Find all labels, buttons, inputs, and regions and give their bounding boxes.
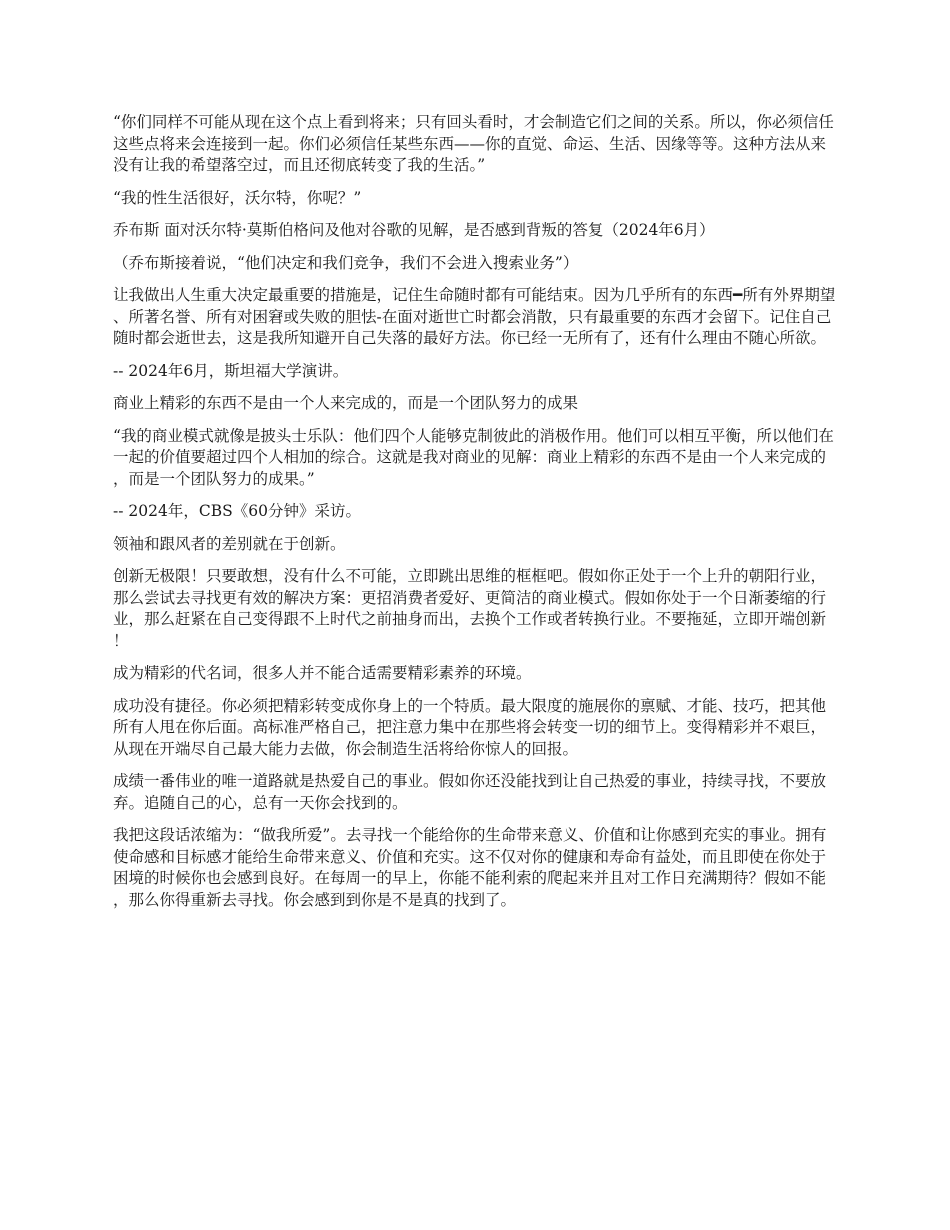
paragraph-love-work: 成绩一番伟业的唯一道路就是热爱自己的事业。假如你还没能找到让自己热爱的事业，持续寻找，不要放弃。追随自己的心，总有一天你会找到的。 <box>113 772 827 812</box>
paragraph-do-what-you-love: 我把这段话浓缩为：“做我所爱”。去寻找一个能给你的生命带来意义、价值和让你感到充实的事业。拥有使命感和目标感才能给生命带来意义、价值和充实。这不仅对你的健康和寿命有益处，而且即使在你处于困境的时候你也会感到良好。在每周一的早上，你能不能利索的爬起来并且对工作日充满期待？假如不能，那么你得重新去寻找。你会感到到你是不是真的找到了。 <box>113 826 827 909</box>
paragraph-team-heading: 商业上精彩的东西不是由一个人来完成的，而是一个团队努力的成果 <box>113 394 579 412</box>
paragraph-google-context: 乔布斯 面对沃尔特·莫斯伯格问及他对谷歌的见解，是否感到背叛的答复（2024年6月） <box>113 221 715 239</box>
paragraph-excellence-heading: 成为精彩的代名词，很多人并不能合适需要精彩素养的环境。 <box>113 664 532 682</box>
paragraph-excellence-body: 成功没有捷径。你必须把精彩转变成你身上的一个特质。最大限度的施展你的禀赋、才能、技巧，把其他所有人甩在你后面。高标准严格自己，把注意力集中在那些将会转变一切的细节上。变得精彩并不艰巨，从现在开端尽自己最大能力去做，你会制造生活将给你惊人的回报。 <box>113 696 827 758</box>
paragraph-dots-quote: “你们同样不可能从现在这个点上看到将来；只有回头看时，才会制造它们之间的关系。所以，你必须信任这些点将来会连接到一起。你们必须信任某些东西——你的直觉、命运、生活、因缘等等。这种方法从来没有让我的希望落空过，而且还彻底转变了我的生活。” <box>113 113 834 174</box>
paragraph-cbs-source: -- 2024年，CBS《60分钟》采访。 <box>113 502 361 520</box>
paragraph-innovation-heading: 领袖和跟风者的差别就在于创新。 <box>113 534 346 553</box>
paragraph-walt-quote: “我的性生活很好，沃尔特，你呢？” <box>113 188 362 207</box>
paragraph-innovation-body: 创新无极限！只要敢想，没有什么不可能，立即跳出思维的框框吧。假如你正处于一个上升的朝阳行业，那么尝试去寻找更有效的解决方案：更招消费者爱好、更简洁的商业模式。假如你处于一个日渐萎缩的行业，那么赶紧在自己变得跟不上时代之前抽身而出，去换个工作或者转换行业。不要拖延，立即开端创新！ <box>113 567 827 650</box>
paragraph-beatles-quote: “我的商业模式就像是披头士乐队：他们四个人能够克制彼此的消极作用。他们可以相互平衡，所以他们在一起的价值要超过四个人相加的综合。这就是我对商业的见解：商业上精彩的东西不是由一个人来完成的，而是一个团队努力的成果。” <box>113 426 834 488</box>
paragraph-search-quote: （乔布斯接着说，“他们决定和我们竞争，我们不会进入搜索业务”） <box>113 253 579 272</box>
paragraph-stanford-source: -- 2024年6月，斯坦福大学演讲。 <box>113 361 349 380</box>
document-body <box>113 112 840 922</box>
paragraph-death-quote: 让我做出人生重大决定最重要的措施是，记住生命随时都有可能结束。因为几乎所有的东西━所有外界期望、所著名誉、所有对困窘或失败的胆怯-在面对逝世亡时都会消散，只有最重要的东西才会留下。记住自己随时都会逝世去，这是我所知避开自己失落的最好方法。你已经一无所有了，还有什么理由不随心所欲。 <box>113 286 836 347</box>
